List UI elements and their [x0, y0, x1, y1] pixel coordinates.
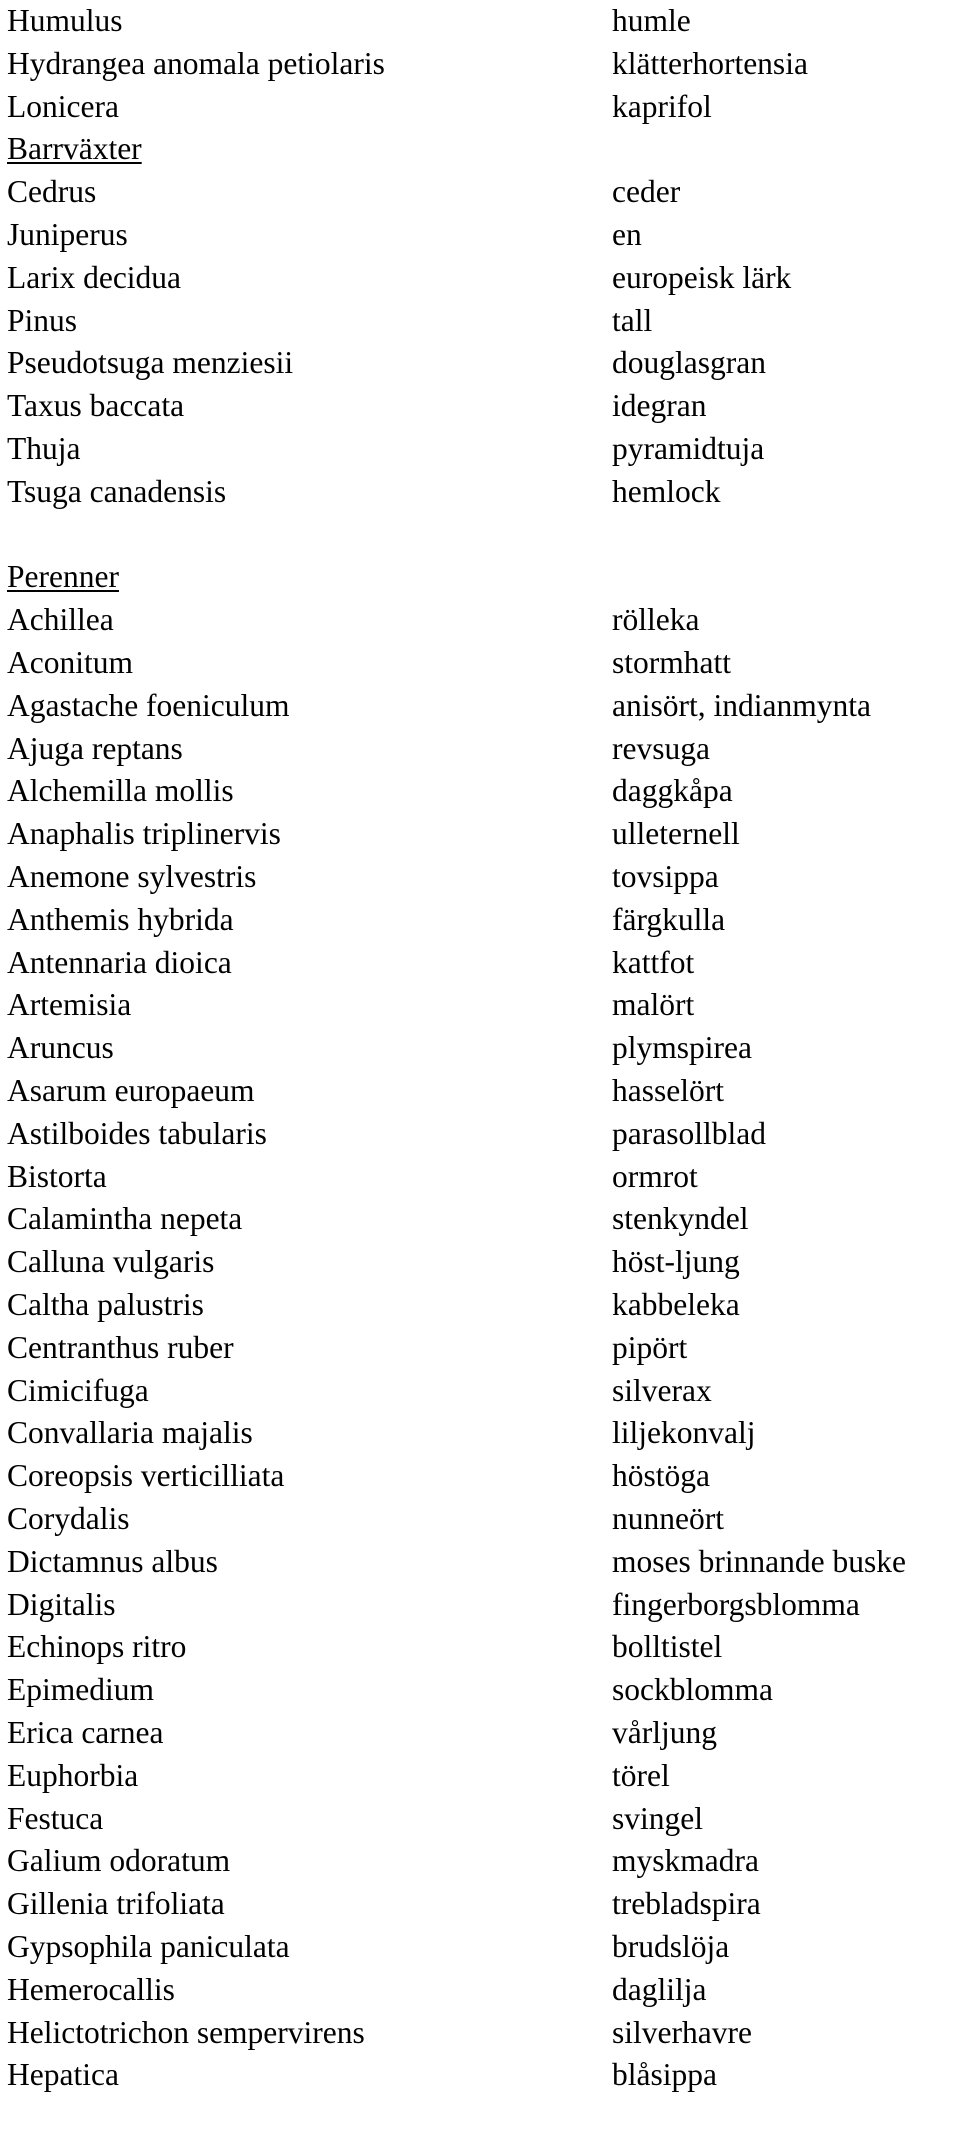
plant-entry-row — [0, 1156, 960, 1199]
plant-entry-row — [0, 2012, 960, 2055]
section-heading-row — [0, 556, 960, 599]
scientific-name: Anaphalis triplinervis — [7, 816, 281, 852]
scientific-name: Calamintha nepeta — [7, 1201, 243, 1237]
common-name: ulleternell — [612, 816, 740, 852]
scientific-name: Tsuga canadensis — [7, 473, 227, 509]
common-name: stenkyndel — [612, 1201, 749, 1237]
plant-entry-row — [0, 1755, 960, 1798]
scientific-name: Echinops ritro — [7, 1629, 187, 1665]
common-name: hasselört — [612, 1073, 724, 1108]
plant-entry-row — [0, 1327, 960, 1370]
plant-entry-row — [0, 43, 960, 86]
plant-entry-row — [0, 1840, 960, 1883]
common-name: pipört — [612, 1329, 688, 1365]
common-name: färgkulla — [612, 901, 726, 937]
common-name: malört — [612, 987, 695, 1023]
common-name: europeisk lärk — [612, 259, 792, 295]
scientific-name: Juniperus — [7, 217, 128, 252]
common-name: ormrot — [612, 1158, 698, 1194]
scientific-name: Agastache foeniculum — [7, 687, 290, 723]
scientific-name: Caltha palustris — [7, 1287, 204, 1322]
scientific-name: Taxus baccata — [7, 388, 185, 424]
scientific-name: Pinus — [7, 302, 78, 338]
plant-entry-row — [0, 428, 960, 471]
scientific-name: Bistorta — [7, 1158, 107, 1194]
plant-entry-row — [0, 1541, 960, 1584]
plant-entry-row — [0, 471, 960, 514]
plant-entry-row — [0, 1626, 960, 1669]
common-name: svingel — [612, 1800, 703, 1836]
plant-entry-row — [0, 171, 960, 214]
plant-entry-row — [0, 2054, 960, 2097]
scientific-name: Humulus — [7, 3, 123, 38]
common-name: kabbeleka — [612, 1287, 740, 1322]
common-name: douglasgran — [612, 345, 766, 381]
common-name: höstöga — [612, 1458, 710, 1494]
plant-entry-row — [0, 899, 960, 942]
common-name: pyramidtuja — [612, 431, 765, 466]
scientific-name: Achillea — [7, 602, 114, 638]
scientific-name: Anthemis hybrida — [7, 901, 234, 937]
plant-entry-row — [0, 300, 960, 343]
plant-entry-row — [0, 1969, 960, 2012]
common-name: tovsippa — [612, 859, 719, 894]
plant-entry-row — [0, 1669, 960, 1712]
plant-entry-row — [0, 385, 960, 428]
scientific-name: Ajuga reptans — [7, 730, 183, 766]
common-name: liljekonvalj — [612, 1415, 756, 1451]
scientific-name: Convallaria majalis — [7, 1415, 253, 1451]
common-name: tall — [612, 302, 653, 338]
scientific-name: Hepatica — [7, 2057, 119, 2093]
scientific-name: Gypsophila paniculata — [7, 1929, 290, 1964]
plant-entry-row — [0, 984, 960, 1027]
plant-entry-row — [0, 813, 960, 856]
common-name: plymspirea — [612, 1030, 752, 1066]
scientific-name: Corydalis — [7, 1501, 130, 1536]
scientific-name: Hemerocallis — [7, 1971, 175, 2007]
common-name: myskmadra — [612, 1843, 759, 1879]
common-name: silverhavre — [612, 2014, 752, 2050]
scientific-name: Centranthus ruber — [7, 1329, 234, 1365]
scientific-name: Astilboides tabularis — [7, 1115, 267, 1151]
common-name: daglilja — [612, 1971, 707, 2007]
plant-entry-row — [0, 599, 960, 642]
scientific-name: Calluna vulgaris — [7, 1244, 215, 1280]
plant-entry-row — [0, 1798, 960, 1841]
common-name: trebladspira — [612, 1886, 761, 1922]
scientific-name: Coreopsis verticilliata — [7, 1458, 285, 1494]
scientific-name: Erica carnea — [7, 1715, 164, 1750]
plant-entry-row — [0, 342, 960, 385]
common-name: rölleka — [612, 602, 700, 638]
common-name: bolltistel — [612, 1629, 723, 1665]
common-name: brudslöja — [612, 1929, 730, 1964]
scientific-name: Asarum europaeum — [7, 1073, 255, 1108]
scientific-name: Dictamnus albus — [7, 1543, 218, 1579]
common-name: daggkåpa — [612, 773, 733, 809]
common-name: revsuga — [612, 730, 710, 766]
scientific-name: Cimicifuga — [7, 1372, 149, 1408]
plant-entry-row — [0, 1027, 960, 1070]
plant-entry-row — [0, 0, 960, 43]
common-name: moses brinnande buske — [612, 1543, 906, 1579]
plant-entry-row — [0, 257, 960, 300]
plant-entry-row — [0, 1070, 960, 1113]
common-name: vårljung — [612, 1715, 717, 1750]
plant-entry-row — [0, 728, 960, 771]
common-name: parasollblad — [612, 1115, 766, 1151]
plant-entry-row — [0, 642, 960, 685]
scientific-name: Digitalis — [7, 1586, 116, 1622]
plant-entry-row — [0, 214, 960, 257]
scientific-name: Epimedium — [7, 1672, 154, 1708]
plant-entry-row — [0, 1198, 960, 1241]
scientific-name: Artemisia — [7, 987, 132, 1023]
scientific-name: Alchemilla mollis — [7, 773, 234, 809]
scientific-name: Festuca — [7, 1800, 104, 1836]
common-name: klätterhortensia — [612, 45, 808, 81]
common-name: ceder — [612, 174, 681, 210]
plant-entry-row — [0, 1412, 960, 1455]
common-name: nunneört — [612, 1501, 724, 1536]
common-name: anisört, indianmynta — [612, 687, 871, 723]
common-name: kattfot — [612, 944, 695, 980]
scientific-name: Thuja — [7, 431, 81, 466]
plant-entry-row — [0, 1584, 960, 1627]
section-heading: Barrväxter — [7, 131, 142, 167]
common-name: blåsippa — [612, 2057, 717, 2093]
scientific-name: Hydrangea anomala petiolaris — [7, 45, 385, 81]
common-name: fingerborgsblomma — [612, 1586, 860, 1622]
scientific-name: Larix decidua — [7, 259, 182, 295]
common-name: sockblomma — [612, 1672, 773, 1708]
plant-entry-row — [0, 1712, 960, 1755]
common-name: humle — [612, 3, 691, 38]
scientific-name: Euphorbia — [7, 1757, 139, 1793]
common-name: törel — [612, 1757, 670, 1793]
scientific-name: Aconitum — [7, 645, 133, 680]
common-name: en — [612, 217, 642, 252]
plant-entry-row — [0, 86, 960, 129]
plant-entry-row — [0, 770, 960, 813]
common-name: höst-ljung — [612, 1244, 740, 1280]
plant-entry-row — [0, 1455, 960, 1498]
plant-entry-row — [0, 1926, 960, 1969]
scientific-name: Galium odoratum — [7, 1843, 231, 1879]
common-name: idegran — [612, 388, 707, 424]
common-name: hemlock — [612, 473, 721, 509]
section-heading: Perenner — [7, 559, 119, 595]
scientific-name: Aruncus — [7, 1030, 114, 1066]
plant-entry-row — [0, 685, 960, 728]
plant-entry-row — [0, 942, 960, 985]
common-name: silverax — [612, 1372, 712, 1408]
scientific-name: Gillenia trifoliata — [7, 1886, 225, 1922]
common-name: stormhatt — [612, 645, 731, 680]
plant-entry-row — [0, 856, 960, 899]
plant-entry-row — [0, 1241, 960, 1284]
scientific-name: Helictotrichon sempervirens — [7, 2014, 365, 2050]
plant-entry-row — [0, 1284, 960, 1327]
scientific-name: Pseudotsuga menziesii — [7, 345, 294, 381]
plant-entry-row — [0, 1113, 960, 1156]
scientific-name: Lonicera — [7, 88, 119, 124]
plant-entry-row — [0, 1883, 960, 1926]
section-heading-row — [0, 128, 960, 171]
scientific-name: Cedrus — [7, 174, 97, 210]
scientific-name: Anemone sylvestris — [7, 859, 257, 894]
common-name: kaprifol — [612, 88, 712, 124]
plant-entry-row — [0, 1498, 960, 1541]
plant-entry-row — [0, 1370, 960, 1413]
scientific-name: Antennaria dioica — [7, 944, 232, 980]
